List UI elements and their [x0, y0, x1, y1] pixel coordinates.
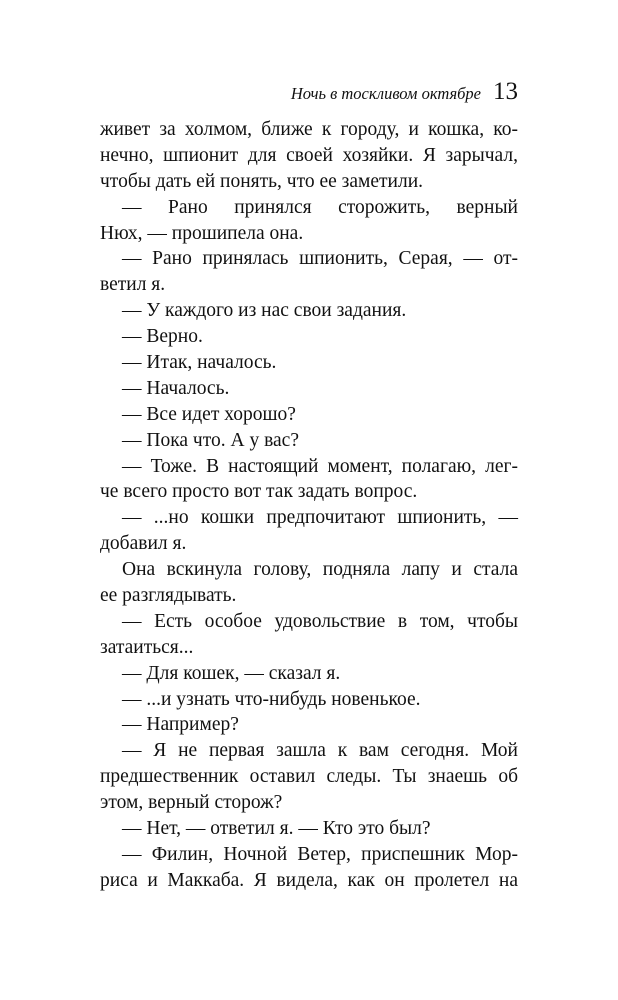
text-line: — Я не первая зашла к вам сегодня. Мой [122, 740, 518, 762]
page-number: 13 [493, 78, 518, 105]
text-line: этом, верный сторож? [100, 792, 283, 814]
text-line: ветил я. [100, 274, 166, 296]
text-line: риса и Маккаба. Я видела, как он пролетел на [100, 869, 518, 891]
body-text [100, 117, 518, 894]
text-line: — Верно. [122, 326, 203, 348]
text-line: — Итак, началось. [122, 352, 277, 374]
text-line: живет за холмом, ближе к городу, и кошка, ко- [100, 119, 518, 140]
text-line: че всего просто вот так задать вопрос. [100, 481, 418, 503]
text-line: ее разглядывать. [100, 585, 237, 607]
text-line: — Все идет хорошо? [122, 403, 296, 425]
text-line: — Тоже. В настоящий момент, полагаю, лег- [122, 455, 518, 477]
text-line: — ...но кошки предпочитают шпионить, — [122, 507, 518, 529]
text-line: — Началось. [122, 377, 230, 399]
text-line: — У каждого из нас свои задания. [122, 300, 407, 322]
text-line: Она вскинула голову, подняла лапу и стала [122, 559, 518, 581]
running-title: Ночь в тоскливом октябре [290, 84, 481, 103]
text-line: — Пока что. А у вас? [122, 429, 299, 451]
text-line: — Нет, — ответил я. — Кто это был? [122, 818, 431, 840]
text-line: затаиться... [100, 636, 194, 658]
text-line: чтобы дать ей понять, что ее заметили. [100, 170, 424, 192]
text-line: — Филин, Ночной Ветер, приспешник Мор- [122, 843, 518, 865]
running-head [291, 78, 518, 106]
text-line: добавил я. [100, 533, 187, 555]
text-line: — Есть особое удовольствие в том, чтобы [122, 610, 518, 632]
text-line: предшественник оставил следы. Ты знаешь об [100, 766, 518, 788]
text-line: — Рано принялась шпионить, Серая, — от- [122, 248, 518, 270]
text-line: — Например? [122, 714, 239, 736]
text-line: нечно, шпионит для своей хозяйки. Я зарычал, [100, 144, 518, 166]
text-line: Нюх, — прошипела она. [100, 222, 304, 244]
text-line: — ...и узнать что-нибудь новенькое. [122, 688, 421, 710]
text-line: — Для кошек, — сказал я. [122, 662, 341, 684]
text-line: — Рано принялся сторожить, верный [122, 196, 518, 218]
